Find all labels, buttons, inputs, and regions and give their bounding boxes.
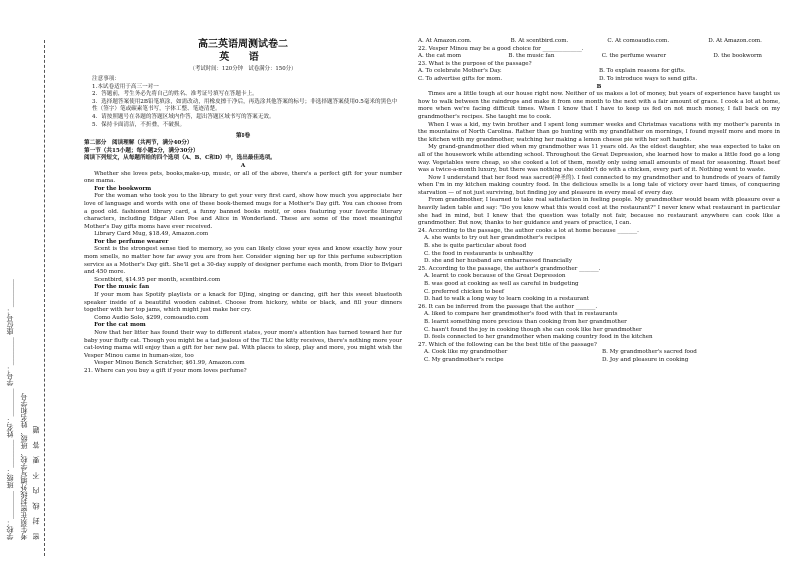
- section-heading: 第二部分 阅读理解（共两节，满分40分）: [84, 140, 193, 147]
- passage-b-paragraph: From grandmother, I learned to take real satisfaction in feeling people. My grandmother would beam with pleasure over a heavily laden table and say: "Do you know what this would cost at the restaurant?" I never knew what restaurant in particular she had in mind, but I knew that the question was totally not fair, because no restaurant anywhere can cook like a grandmother. But now, thanks to her guidance and years of practice, I can.: [418, 197, 780, 227]
- notes-item: 1.本试卷适用于高三一对一: [92, 83, 159, 90]
- option: A. the cat mom: [418, 53, 462, 60]
- option: C. the perfume wearer: [601, 53, 667, 60]
- binding-label-name: 姓名：: [6, 416, 14, 438]
- q23-options: [418, 68, 780, 76]
- item-price: Vesper Minou Bench Scratcher, $61.99, Amazon.com: [94, 360, 245, 367]
- item-body: Now that her litter has found their way to different states, your mom's attention has turned toward her fur baby your fluffy cat. Though you might be a tad jealous of the TLC the kitty receives, there's nothing more your cat-loving mama will enjoy than a gift for her new pal. With places to sleep, play and more, you might wish the Vesper Minou came in human-size, too: [84, 330, 402, 359]
- question-26: 26. It can be inferred from the passage that the author _______.: [418, 303, 598, 310]
- notes-list: [84, 84, 402, 130]
- passage-a-intro: Whether she loves pets, books,make-up, music, or all of the above, there's a perfect gift for your number one mama.: [84, 170, 402, 185]
- option: C. hasn't found the joy in cooking though she can cook like her grandmother: [424, 326, 642, 333]
- binding-margin: [6, 40, 64, 560]
- option: C. At comoaudio.com.: [607, 38, 670, 44]
- passage-b-paragraph: My grand-grandmother died when my grandmother was 11 years old. As the eldest daughter, she was expected to take on all of the housework while attending school. Throughout the Great Depression, she learned how to make a little food go a long way. Vegetables were cheap, so she cooked a lot of them, mostly only using small amounts of meat for seasoning. Roast beef was a twice-a-month luxury, but there was nothing she couldn't do with a chicken, every part of it. Nothing went to waste.: [418, 144, 780, 174]
- option: B. My grandmother's sacred food: [602, 349, 697, 356]
- binding-label-school: 学校：: [6, 519, 14, 540]
- passage-b-paragraph: Now I understand that her food was sacred(神圣的). I feel connected to my grandmother and to hundreds of years of family when I'm in my kitchen making country food. In the delicious smells is a long tale of victory over hard times, of conquering starvation — of not just surviving, but finding joy and pleasure in every meal of every day.: [418, 174, 780, 196]
- item-body: Scent is the strongest sense tied to memory, so you can likely close your eyes and know exactly how your mom smells, no matter how far away you are from her. Consider signing her up for this perfume subscription service as a Mother's Day gift. She'll get a 30-day supply of designer perfume each month, from Dior to Bvlgari and 450 more.: [84, 246, 402, 276]
- option: A. liked to compare her grandmother's food with that in restaurants: [424, 311, 618, 318]
- option: B. she is quite particular about food: [424, 243, 527, 250]
- option: D. To introduce ways to send gifts.: [599, 75, 698, 82]
- cut-line-text: 密 封 线 内 不 要 答 题: [32, 423, 40, 540]
- question-25: 25. According to the passage, the author's grandmother _______.: [418, 265, 601, 272]
- option: D. she and her husband are embarrassed financially: [424, 258, 573, 265]
- option: D. Joy and pleasure in cooking: [602, 356, 689, 363]
- item-body: For the woman who took you to the library to get your very first card, show how much you appreciate her love of language and words with one of these book-themed mugs for a Mother's Day gift. You can choose from a good old. fashioned library card, a funny banned books motif, or ones featuring your favorite literary characters, including Edgar Allen Poe and Alice in Wonderland. These are some of the most meaningful Mother's Day gifts moms have ever received.: [84, 193, 402, 230]
- option: C. preferred chicken to beef: [424, 288, 505, 295]
- option: B. learnt something more precious than cooking from her grandmother: [424, 318, 627, 325]
- question-22: 22. Vesper Minou may be a good choice for ______________.: [418, 45, 584, 52]
- binding-labels: 学校：________ 班级：________ 姓名：________ 学号：________ 座位号：________: [6, 279, 14, 540]
- option: D. At Amazon.com.: [708, 38, 762, 44]
- exam-title: 高三英语周测试卷二: [198, 39, 288, 50]
- option: C. My grandmother's recipe: [424, 356, 504, 363]
- item-heading: For the perfume wearer: [94, 238, 169, 245]
- passage-b-paragraph: When I was a kid, my twin brother and I spent long summer weeks and Christmas vacations with my mother's parents in the mountains of North Carolina. Rather than go hunting with my grandfather on mornings, I found myself more and more in the kitchen with my grandmother, watching her making a lemon cheese pie with her soft hands.: [418, 121, 780, 143]
- juan-heading: 第Ⅰ卷: [235, 133, 251, 140]
- option: C. the food in restaurants is unhealthy: [424, 250, 534, 257]
- question-24: 24. According to the passage, the author cooks a lot at home because _______.: [418, 227, 639, 234]
- question-23: 23. What is the purpose of the passage?: [418, 60, 532, 67]
- notes-item: 4．请按照题号在各题的答题区域内作答，超出答题区域书写的答案无效。: [92, 113, 275, 120]
- option: C. To advertise gifts for mom.: [418, 75, 503, 82]
- option: A. learnt to cook because of the Great Depression: [424, 273, 566, 280]
- item-body: If your mom has Spotify playlists or a knack for DJing, singing or dancing, gift her this sweet bluetooth speaker inside of a beautiful wooden cabinet. Choose from hickory, white or black, and fill your dinners together with her top jams, which might just make her cry.: [84, 292, 402, 314]
- left-column: [84, 38, 402, 376]
- instruction: 阅读下列短文，从每题所给的四个选项（A、B、C和D）中，选出最佳选项。: [84, 155, 276, 162]
- binding-label-class: 班级：: [6, 467, 14, 489]
- option: B. the music fan: [508, 53, 555, 60]
- exam-subject: 英 语: [219, 52, 267, 63]
- option: A. To celebrate Mother's Day.: [418, 68, 502, 75]
- item-price: Scentbird, $14.95 per month, scentbird.com: [94, 276, 221, 283]
- binding-label-seat: 座位号：: [6, 307, 14, 336]
- option: B. To explain reasons for gifts.: [599, 68, 686, 75]
- option: B. At scentbird.com.: [510, 38, 569, 44]
- passage-a-mark: A: [240, 162, 246, 169]
- option: D. feels connected to her grandmother when making country food in the kitchen: [424, 334, 653, 341]
- item-price: Como Audio Solo, $299, comoaudio.com: [94, 314, 209, 321]
- right-column: [418, 38, 780, 365]
- question-21: 21. Where can you buy a gift if your mom loves perfume?: [84, 367, 247, 374]
- option: A. Cook like my grandmother: [424, 349, 508, 356]
- subsection-heading: 第一节（共15小题；每小题2分，满分30分）: [84, 147, 199, 154]
- q23-options: [418, 76, 780, 84]
- option: B. was good at cooking as well as careful in budgeting: [424, 281, 579, 287]
- option: D. the bookworm: [713, 53, 762, 60]
- cut-line: [44, 40, 45, 556]
- binding-note: 考生须在密封线外填写学校、班级、姓名和学号: [20, 393, 28, 540]
- item-heading: For the music fan: [94, 284, 150, 291]
- question-27: 27. Which of the following can be the best title of the passage?: [418, 341, 597, 348]
- exam-meta: （考试时间：120分钟 试卷满分：150分）: [189, 66, 297, 72]
- notes-item: 5．保持卡面清洁，不折叠，不破损。: [92, 121, 186, 128]
- q27-options: [418, 357, 780, 365]
- notes-heading: 注意事项：: [92, 76, 120, 82]
- notes-item: 3．选择题答案使用2B铅笔填涂，如需改动，用橡皮擦干净后，再选涂其他答案的标号；非选择题答案使用0.5毫米的黑色中性（签字）笔或碳素笔书写，字体工整、笔迹清楚。: [92, 98, 398, 113]
- binding-label-number: 学号：: [6, 365, 14, 387]
- item-heading: For the bookworm: [94, 185, 152, 192]
- notes-item: 2．答题前，考生务必先将自己的姓名、准考证号填写在答题卡上。: [92, 91, 258, 98]
- item-price: Library Card Mug, $18.49, Amazon.com: [94, 231, 209, 238]
- q22-options: [418, 53, 780, 61]
- option: A. At Amazon.com.: [418, 38, 472, 44]
- item-heading: For the cat mom: [94, 322, 146, 329]
- passage-b-mark: B: [596, 83, 602, 90]
- option: A. she wants to try out her grandmother's recipes: [424, 235, 566, 242]
- option: D. had to walk a long way to learn cooking in a restaurant: [424, 296, 589, 303]
- q27-options: [418, 349, 780, 357]
- passage-b-paragraph: Times are a little tough at our house right now. Neither of us makes a lot of money, but years of experience have taught us how to walk between the raindrops and make it from one month to the next with a fair amount of grace. I cook a lot at home, more when we're facing difficult times. When I know that I have to keep us fed on not much money, I fall back on my grandmother's recipes. She taught me to cook.: [418, 91, 780, 120]
- q21-options: [418, 38, 780, 46]
